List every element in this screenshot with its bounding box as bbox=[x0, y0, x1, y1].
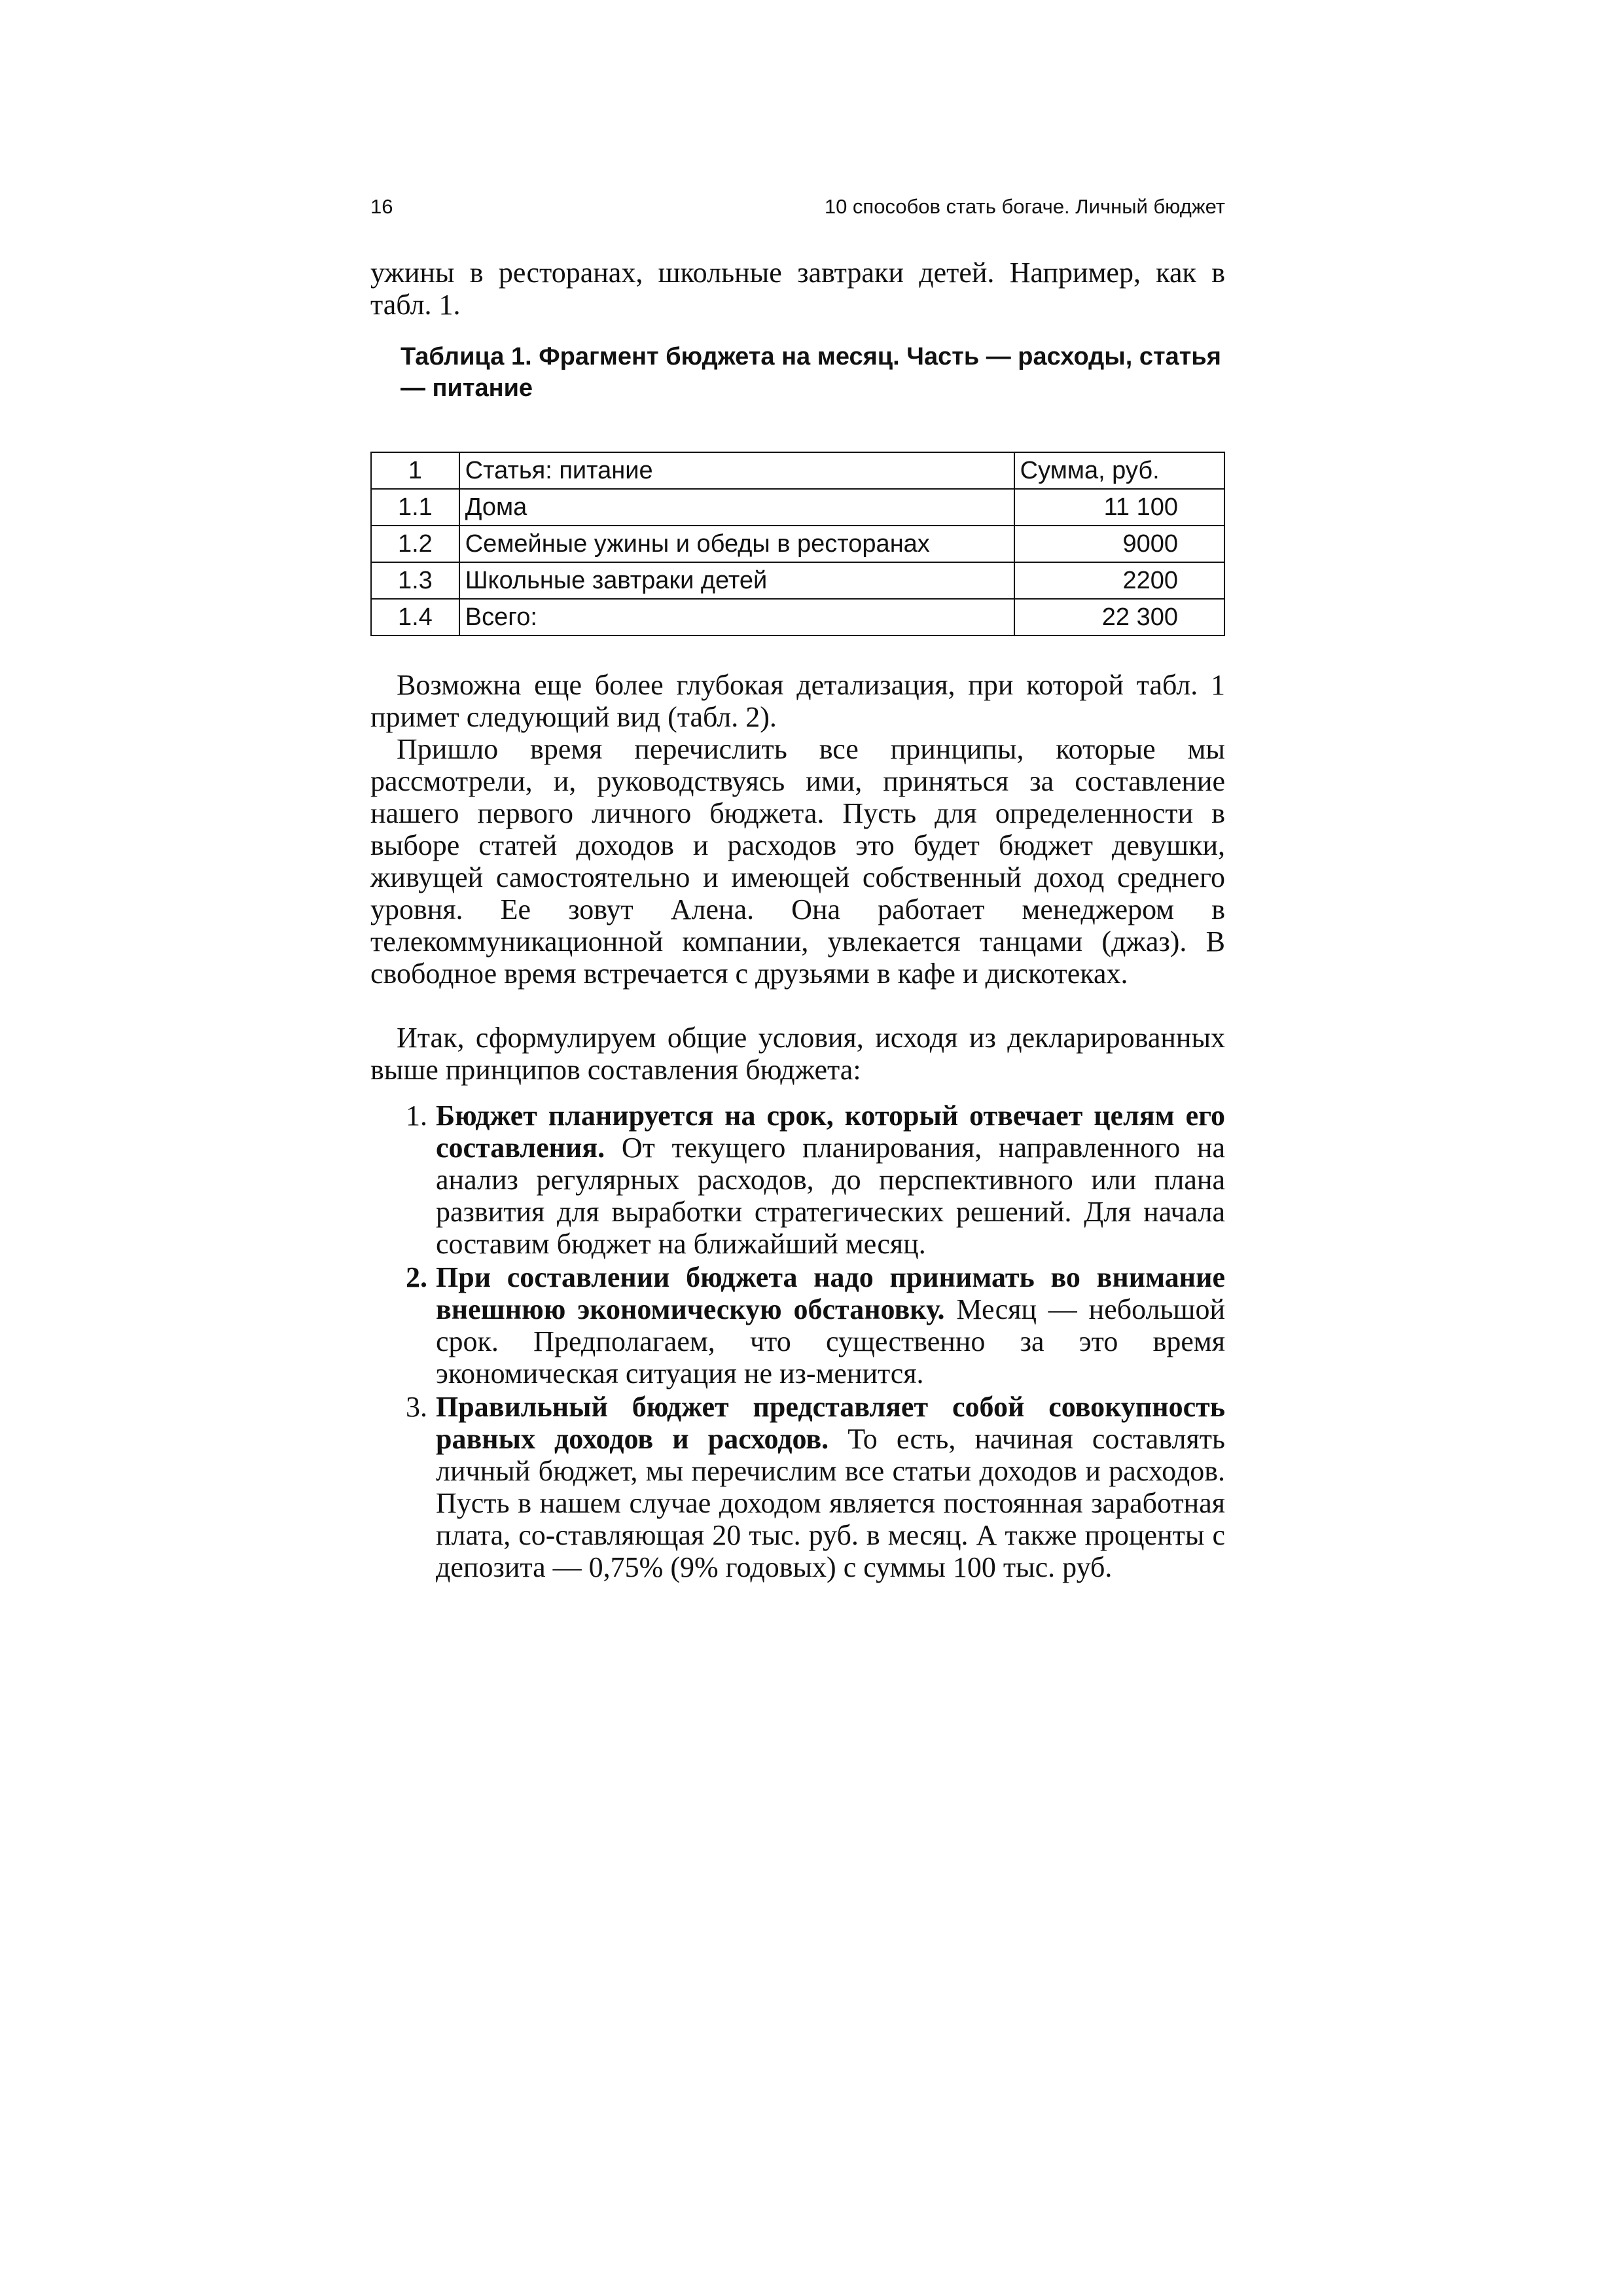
row-number: 1.1 bbox=[371, 489, 459, 526]
table-row bbox=[371, 526, 1224, 562]
row-sum: 9000 bbox=[1014, 526, 1224, 562]
table-row bbox=[371, 452, 1224, 489]
table-caption-label: Таблица 1 bbox=[401, 343, 526, 370]
list-item-bold: При составлении бюджета надо принимать во внимание внешнюю экономическую обстановку. bbox=[436, 1261, 1225, 1325]
row-sum: 2200 bbox=[1014, 562, 1224, 599]
row-number: 1.4 bbox=[371, 599, 459, 636]
list-item bbox=[370, 1100, 1225, 1260]
paragraph-detail: Возможна еще более глубокая детализация, при которой табл. 1 примет следующий вид (табл. 2). bbox=[370, 669, 1225, 733]
row-number: 1.3 bbox=[371, 562, 459, 599]
list-marker: 3. bbox=[406, 1391, 427, 1423]
table-row bbox=[371, 599, 1224, 636]
paragraph-principles: Пришло время перечислить все принципы, которые мы рассмотрели, и, руководствуясь ими, приняться за составление нашего первого личного бюджета. Пусть для определенности в выборе статей доходов и расходов это будет бюджет девушки, живущей самостоятельно и имеющей собственный доход среднего уровня. Ее зовут Алена. Она работает менеджером в телекоммуникационной компании, увлекается танцами (джаз). В свободное время встречается с друзьями в кафе и дискотеках. bbox=[370, 733, 1225, 990]
page-header bbox=[370, 195, 1225, 224]
table-caption bbox=[401, 341, 1225, 404]
list-item bbox=[370, 1261, 1225, 1390]
row-sum: 22 300 bbox=[1014, 599, 1224, 636]
list-marker: 1. bbox=[406, 1100, 427, 1132]
row-number: 1 bbox=[371, 452, 459, 489]
page-number: 16 bbox=[370, 195, 393, 218]
list-item-bold: Бюджет планируется на срок, который отвечает целям его составления. bbox=[436, 1100, 1225, 1164]
list-item bbox=[370, 1391, 1225, 1583]
intro-paragraph: ужины в ресторанах, школьные завтраки детей. Например, как в табл. 1. bbox=[370, 257, 1225, 321]
row-sum: Сумма, руб. bbox=[1014, 452, 1224, 489]
row-item: Всего: bbox=[459, 599, 1014, 636]
row-item: Статья: питание bbox=[459, 452, 1014, 489]
table-caption-text: . Фрагмент бюджета на месяц. Часть — расходы, статья — питание bbox=[401, 343, 1221, 402]
row-item: Дома bbox=[459, 489, 1014, 526]
budget-table bbox=[370, 452, 1225, 636]
conditions-list bbox=[370, 1100, 1225, 1585]
list-item-bold: Правильный бюджет представляет собой совокупность равных доходов и расходов. bbox=[436, 1391, 1225, 1455]
list-item-text: От текущего планирования, направленного на анализ регулярных расходов, до перспективного или плана развития для выработки стратегических решений. Для начала составим бюджет на ближайший месяц. bbox=[436, 1132, 1225, 1260]
table-row bbox=[371, 562, 1224, 599]
row-item: Семейные ужины и обеды в ресторанах bbox=[459, 526, 1014, 562]
running-title: 10 способов стать богаче. Личный бюджет bbox=[824, 195, 1225, 218]
row-sum: 11 100 bbox=[1014, 489, 1224, 526]
row-number: 1.2 bbox=[371, 526, 459, 562]
list-marker: 2. bbox=[406, 1261, 427, 1293]
paragraph-conditions: Итак, сформулируем общие условия, исходя из декларированных выше принципов составления бюджета: bbox=[370, 1022, 1225, 1086]
list-item-text: Месяц — небольшой срок. Предполагаем, что существенно за это время экономическая ситуация не из-менится. bbox=[436, 1293, 1225, 1390]
row-item: Школьные завтраки детей bbox=[459, 562, 1014, 599]
list-item-text: То есть, начиная составлять личный бюджет, мы перечислим все статьи доходов и расходов. Пусть в нашем случае доходом является постоянная заработная плата, со-ставляющая 20 тыс. руб. в месяц. А также проценты с депозита — 0,75% (9% годовых) с суммы 100 тыс. руб. bbox=[436, 1423, 1225, 1583]
table-row bbox=[371, 489, 1224, 526]
